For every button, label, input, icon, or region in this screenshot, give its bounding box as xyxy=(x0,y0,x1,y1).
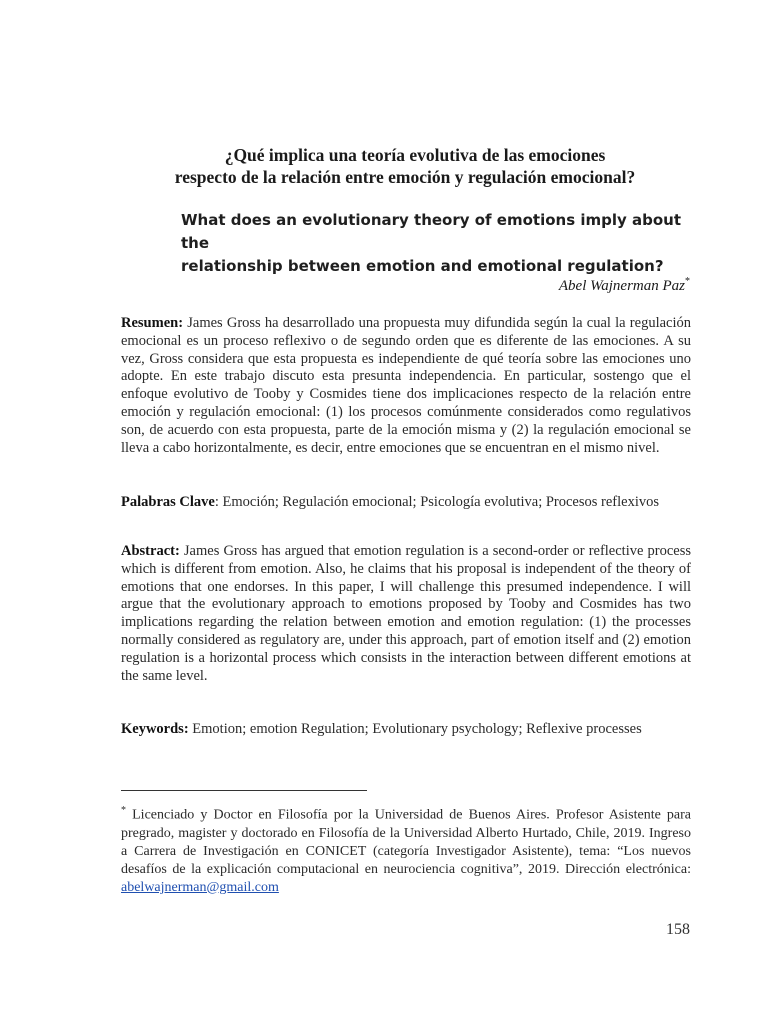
resumen-label: Resumen: xyxy=(121,315,184,331)
footnote-mark: * xyxy=(121,805,126,816)
title-spanish-line-1: ¿Qué implica una teoría evolutiva de las emociones xyxy=(224,145,606,165)
resumen-text: James Gross ha desarrollado una propuesta muy difundida según la cual la regulación emocional es un proceso reflexivo o de segundo orden que es diferente de las emociones. A su vez, Gross considera que esta propuesta es independiente de qué teoría sobre las emociones uno adopte. En este trabajo discuto esta presunta independencia. En particular, sostengo que el enfoque evolutivo de Tooby y Cosmides tiene dos implicaciones respecto de la relación entre emoción y regulación emocional: (1) los procesos comúnmente considerados como regulativos son, de acuerdo con esta propuesta, parte de la emoción misma y (2) la regulación emocional se lleva a cabo horizontalmente, es decir, entre emociones que se encuentran en el mismo nivel. xyxy=(121,315,691,456)
abstract-label: Abstract: xyxy=(121,543,180,559)
title-english-line-2: relationship between emotion and emotional regulation? xyxy=(181,257,664,275)
author-name xyxy=(559,272,690,296)
palabras-clave-paragraph xyxy=(121,494,691,512)
resumen-paragraph xyxy=(121,315,691,457)
keywords-text: Emotion; emotion Regulation; Evolutionary psychology; Reflexive processes xyxy=(192,721,642,737)
palabras-clave-label: Palabras Clave xyxy=(121,494,215,510)
email-link[interactable]: abelwajnerman@gmail.com xyxy=(121,879,279,895)
author-name-text: Abel Wajnerman Paz xyxy=(558,278,685,294)
title-english xyxy=(181,209,711,278)
title-english-line-1: What does an evolutionary theory of emotions imply about the xyxy=(181,211,682,252)
keywords-label: Keywords: xyxy=(121,721,189,737)
palabras-clave-text: : Emoción; Regulación emocional; Psicología evolutiva; Procesos reflexivos xyxy=(214,494,660,510)
footnote xyxy=(121,802,691,897)
author-footnote-mark: * xyxy=(685,276,690,287)
title-spanish-line-2: respecto de la relación entre emoción y regulación emocional? xyxy=(174,167,636,187)
keywords-paragraph xyxy=(121,721,691,739)
abstract-text: James Gross has argued that emotion regulation is a second-order or reflective process which is different from emotion. Also, he claims that his proposal is independent of the theory of emotions that one endorses. In this paper, I will challenge this presumed independence. I will argue that the evolutionary approach to emotions proposed by Tooby and Cosmides has two implications regarding the relation between emotion and emotion regulation: (1) the processes normally considered as regulatory are, under this approach, part of emotion itself and (2) emotion regulation is a horizontal process which consists in the interaction between different emotions at the same level. xyxy=(121,543,692,684)
footnote-text: Licenciado y Doctor en Filosofía por la Universidad de Buenos Aires. Profesor Asistente para pregrado, magister y doctorado en Filosofía de la Universidad Alberto Hurtado, Chile, 2019. Ingreso a Carrera de Investigación en CONICET (categoría Investigador Asistente), tema: “Los nuevos desafíos de la explicación computacional en neurociencia cognitiva”, 2019. Dirección electrónica: xyxy=(121,807,692,877)
footnote-separator xyxy=(121,790,367,791)
abstract-paragraph xyxy=(121,543,691,685)
title-spanish xyxy=(120,144,690,188)
page-number: 158 xyxy=(666,921,690,938)
